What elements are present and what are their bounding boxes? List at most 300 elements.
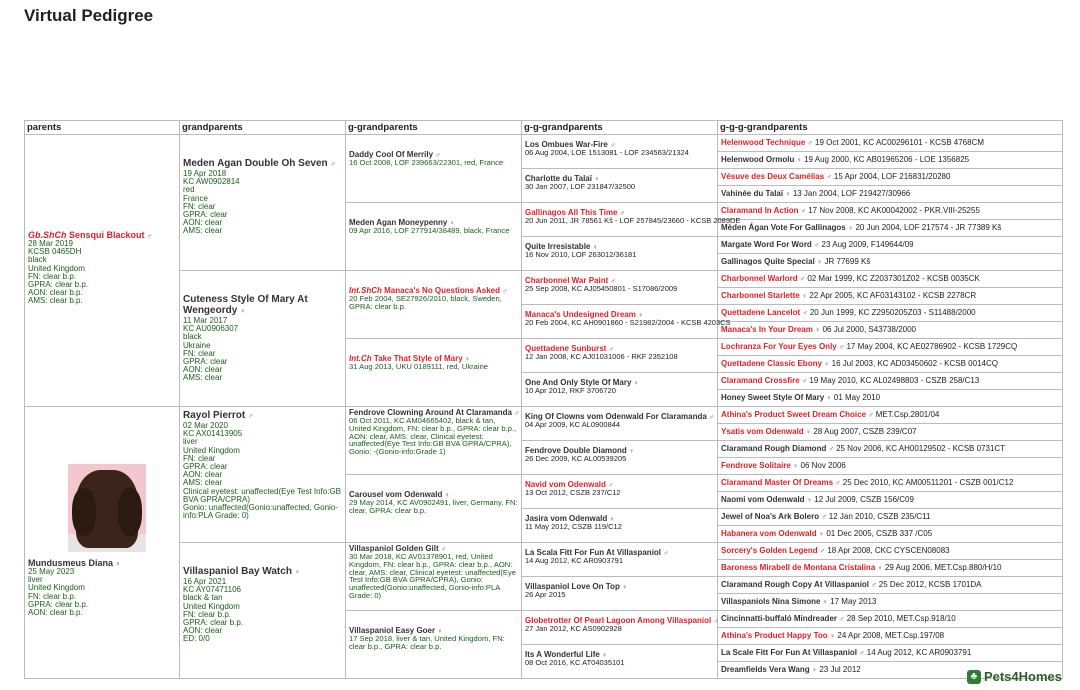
sex-icon: ♂ <box>502 288 508 295</box>
dog-info: AON: clear <box>183 470 223 480</box>
sex-icon: ♀ <box>464 356 471 363</box>
dog-info: France <box>183 193 208 203</box>
dog-name-text: Los Ombues War-Fire <box>525 140 608 149</box>
dog-info: 28 Aug 2007, CSZB 239/C07 <box>813 427 917 436</box>
g-g-g-grandparent-cell <box>718 543 1063 560</box>
dog-info: 11 May 2012, CSZB 119/C12 <box>525 522 622 531</box>
g-g-grandparent-cell <box>522 543 718 577</box>
dog-info: GPRA: clear <box>183 462 228 472</box>
sex-icon: ♂ <box>619 210 625 217</box>
dog-name-text: Navid vom Odenwald <box>525 480 606 489</box>
sex-icon: ♂ <box>514 410 520 417</box>
dog-name-text: Rayol Pierrot <box>183 410 246 421</box>
dog-name-text: Gallinagos All This Time <box>525 208 618 217</box>
sex-icon: ♀ <box>824 361 830 368</box>
dog-ear <box>118 488 142 536</box>
spacer <box>183 272 342 294</box>
dog-info: Gonio: unaffected(Gonio:unaffected, Gonio-info:PLA Grade: 0) <box>183 503 338 521</box>
g-g-grandparent-cell <box>522 611 718 645</box>
g-grandparent-cell <box>346 203 522 271</box>
g-g-g-grandparent-cell <box>718 509 1063 526</box>
dog-name-text: Cuteness Style Of Mary At Wengeordy <box>183 294 308 316</box>
g-g-g-grandparent-cell <box>718 271 1063 288</box>
sex-icon: ♀ <box>829 633 836 640</box>
dog-info: 19 Oct 2001, KC AC00296101 - KCSB 4768CM <box>815 138 985 147</box>
sex-icon: ♂ <box>871 582 877 589</box>
dog-name[interactable]: Ysatis vom Odenwald <box>721 427 804 436</box>
g-g-g-grandparent-cell <box>718 458 1063 475</box>
sex-icon: ♀ <box>609 516 615 523</box>
sex-icon: ♀ <box>817 259 823 266</box>
dog-info: 29 Aug 2006, MET.Csp.880/H/10 <box>884 563 1002 572</box>
dog-info: KC AW0902814 <box>183 177 240 187</box>
g-g-g-grandparent-cell <box>718 220 1063 237</box>
dog-info: black <box>183 332 202 342</box>
g-g-g-grandparent-cell <box>718 254 1063 271</box>
sex-icon: ♂ <box>828 446 834 453</box>
spacer <box>349 204 518 218</box>
dog-info: AMS: clear <box>183 226 223 236</box>
dog-name-text: One And Only Style Of Mary <box>525 378 632 387</box>
g-g-g-grandparent-cell <box>718 492 1063 509</box>
dog-info: 28 Sep 2010, MET.Csp.918/10 <box>846 614 956 623</box>
dog-name-text: Jasira vom Odenwald <box>525 514 608 523</box>
dog-name[interactable]: Vésuve des Deux Camélias <box>721 172 825 181</box>
sex-icon: ♀ <box>815 327 821 334</box>
dog-name[interactable]: Helenwood Technique <box>721 138 806 147</box>
dog-info: FN: clear b.p. <box>28 271 77 281</box>
g-g-grandparent-cell <box>522 441 718 475</box>
col-parents: parents <box>25 121 180 135</box>
g-g-grandparent-cell <box>522 271 718 305</box>
sex-icon: ♀ <box>240 308 246 315</box>
dog-info: 08 Oct 2016, KC AT04035101 <box>525 658 625 667</box>
sex-icon: ♂ <box>859 650 865 657</box>
spacer <box>28 136 176 230</box>
dam-cell <box>25 407 180 679</box>
dog-name[interactable]: Athina's Product Happy Too <box>721 631 828 640</box>
dog-info: black & tan <box>183 593 223 603</box>
dog-info: 12 Jan 2010, CSZB 235/C11 <box>828 512 931 521</box>
sex-icon: ♂ <box>440 546 447 553</box>
dog-name[interactable]: La Scale Fitt For Fun At Villaspaniol <box>721 648 858 657</box>
g-grandparent-cell <box>346 611 522 679</box>
grandparent-cell <box>180 135 346 271</box>
dog-info: 01 May 2010 <box>833 393 881 402</box>
dog-info: Clinical eyetest: unaffected(Eye Test Info:GB BVA GPRA/CPRA) <box>183 486 342 504</box>
sex-icon: ♀ <box>806 497 813 504</box>
dog-info: AON: clear b.p. <box>28 288 83 298</box>
sex-icon: ♀ <box>633 380 639 387</box>
g-g-g-grandparent-cell <box>718 186 1063 203</box>
g-g-g-grandparent-cell <box>718 169 1063 186</box>
dog-name[interactable]: Villaspaniols Nina Simone <box>721 597 821 606</box>
dog-info: 20 Jun 1999, KC Z2950205Z03 - S11488/2000 <box>809 308 976 317</box>
dog-info: AMS: clear b.p. <box>28 296 83 306</box>
dog-info: 04 Apr 2009, KC AL0900844 <box>525 420 621 429</box>
dog-info: 09 Apr 2016, LOF 277914/38489, black, France <box>349 226 510 235</box>
dog-info: KC AU0906307 <box>183 324 239 334</box>
dog-name-text: Take That Style of Mary <box>373 354 463 363</box>
dog-name-text: La Scala Fitt For Fun At Villaspaniol <box>525 548 662 557</box>
dog-info: AON: clear <box>183 626 223 636</box>
g-g-g-grandparent-cell <box>718 526 1063 543</box>
grandparent-cell <box>180 543 346 679</box>
dog-info: FN: clear <box>183 201 216 211</box>
dog-info: AON: clear <box>183 218 223 228</box>
sex-icon: ♂ <box>868 412 874 419</box>
dog-info: 13 Jan 2004, LOF 219427/30966 <box>792 189 911 198</box>
g-g-grandparent-cell <box>522 407 718 441</box>
g-g-g-grandparent-cell <box>718 237 1063 254</box>
dog-info: 30 Mar 2018, KC AV01378901, red, United Kingdom, FN: clear b.p., GPRA: clear b.p., AON: clear, AMS: clear, Clinical eyetest: unaffected(Eye Test Info:GB BVA GPRA/CPRA), Gonio: unaffected(Gonio:unaffected, Gonio-info:PLA Grade: 0) <box>349 552 517 600</box>
sex-icon: ♂ <box>819 548 826 555</box>
dog-info: MET.Csp.2801/04 <box>875 410 940 419</box>
dog-info: Ukraine <box>183 340 211 350</box>
dog-info: 29 May 2014, KC AV0902491, liver, Germany, FN: clear, GPRA: clear b.p. <box>349 498 518 515</box>
dog-name[interactable]: Vahinée du Talaï <box>721 189 784 198</box>
sex-icon: ♀ <box>811 667 818 674</box>
spacer <box>349 612 518 626</box>
dog-info: 17 Nov 2008, KC AK00042002 - PKR.VIII-25255 <box>808 206 980 215</box>
grandparent-cell <box>180 271 346 407</box>
dog-info: 02 Mar 2020 <box>183 421 228 430</box>
dog-name-text: Manaca's Undesigned Dream <box>525 310 636 319</box>
dog-name[interactable]: Habanera vom Odenwald <box>721 529 817 538</box>
dog-info: 16 Apr 2021 <box>183 577 227 586</box>
dog-info: 16 Oct 2008, LOF 239663/22301, red, France <box>349 158 504 167</box>
dog-info: 26 Apr 2015 <box>525 590 566 599</box>
dog-info: 23 Aug 2009, F149644/09 <box>821 240 914 249</box>
g-g-g-grandparent-cell <box>718 339 1063 356</box>
dog-name[interactable]: Charbonnel Starlette <box>721 291 800 300</box>
dog-info: GPRA: clear b.p. <box>183 618 244 628</box>
g-g-g-grandparent-cell <box>718 135 1063 152</box>
g-g-grandparent-cell <box>522 237 718 271</box>
dog-name[interactable]: Margate Word For Word <box>721 240 812 249</box>
sex-icon: ♂ <box>330 161 336 168</box>
g-g-g-grandparent-cell <box>718 356 1063 373</box>
g-g-g-grandparent-cell <box>718 594 1063 611</box>
dog-name[interactable]: Quettadene Classic Ebony <box>721 359 822 368</box>
sex-icon: ♂ <box>435 152 441 159</box>
dog-info: 06 Oct 2011, KC AM04665402, black & tan, United Kingdom, FN: clear b.p., GPRA: clear b.p., AON: clear, AMS: clear, Clinical eyetest: unaffected(Eye Test Info:GB BVA GPRA/CPRA), Gonio: -(Gonio-info:Grade 1) <box>349 416 517 457</box>
sex-icon: ♀ <box>826 395 832 402</box>
dog-name-text: Meden Agan Moneypenny <box>349 218 448 227</box>
sex-icon: ♀ <box>115 561 121 568</box>
dog-info: 14 Aug 2012, KC AR0903791 <box>866 648 972 657</box>
g-g-g-grandparent-cell <box>718 152 1063 169</box>
dog-name-text: Villaspaniol Love On Top <box>525 582 620 591</box>
table-row <box>25 271 1063 288</box>
dog-info: 20 Jun 2004, LOF 217574 - JR 77389 Kš <box>855 223 1002 232</box>
dog-info: United Kingdom <box>183 601 240 611</box>
dog-info: 15 Apr 2004, LOF 216831/20280 <box>833 172 951 181</box>
dog-info: 25 Dec 2010, KC AM00511201 - CSZB 001/C12 <box>842 478 1014 487</box>
sex-icon: ♀ <box>444 492 450 499</box>
table-row <box>25 407 1063 424</box>
dog-name-text: Fendrove Double Diamond <box>525 446 627 455</box>
dog-name[interactable]: Claramand In Action <box>721 206 799 215</box>
dog-info: 25 Nov 2006, KC AH00129502 - KCSB 0731CT <box>836 444 1006 453</box>
dog-info: 18 Apr 2008, CKC CYSCEN08083 <box>827 546 950 555</box>
sex-icon: ♀ <box>638 312 644 319</box>
sex-icon: ♀ <box>785 191 791 198</box>
g-g-grandparent-cell <box>522 339 718 373</box>
dog-name-text: Villaspaniol Easy Goer <box>349 626 436 635</box>
dog-info: 01 Dec 2005, CSZB 337 /C05 <box>826 529 933 538</box>
dog-info: AMS: clear <box>183 373 223 383</box>
sex-icon: ♂ <box>610 278 616 285</box>
g-grandparent-cell <box>346 407 522 475</box>
dog-name[interactable]: Athina's Product Sweet Dream Choice <box>721 410 867 419</box>
dog-name-text: Charlotte du Talaï <box>525 174 592 183</box>
dog-name[interactable]: Manaca's In Your Dream <box>721 325 813 334</box>
sex-icon: ♀ <box>622 584 628 591</box>
g-g-grandparent-cell <box>522 203 741 237</box>
g-g-g-grandparent-cell <box>718 390 1063 407</box>
dog-photo <box>68 464 146 552</box>
col-grandparents: grandparents <box>180 121 346 135</box>
dog-info: 24 Apr 2008, MET.Csp.197/08 <box>837 631 945 640</box>
g-g-grandparent-cell <box>522 305 731 339</box>
dog-info: 25 Dec 2012, KCSB 1701DA <box>878 580 982 589</box>
dog-info: liver <box>28 575 43 585</box>
spacer <box>349 340 518 354</box>
dog-info: KCSB 0465DH <box>28 247 82 257</box>
sex-icon: ♂ <box>838 344 845 351</box>
dog-name-text: Sensqui Blackout <box>69 230 145 240</box>
dog-info: liver <box>183 437 198 447</box>
sex-icon: ♀ <box>822 599 828 606</box>
dog-info: 17 May 2004, KC AE02786902 - KCSB 1729CQ <box>846 342 1018 351</box>
dog-info: black <box>28 255 47 265</box>
paw-icon: ♣ <box>967 670 981 684</box>
dog-name[interactable]: Fendrove Solitaire <box>721 461 791 470</box>
sex-icon: ♀ <box>796 157 802 164</box>
g-g-g-grandparent-cell <box>718 611 1063 628</box>
dog-info: 06 Aug 2004, LOE 1513081 - LOF 234563/21324 <box>525 148 689 157</box>
dog-info: 22 Apr 2005, KC AF03143102 - KCSB 2278CR <box>809 291 977 300</box>
g-g-g-grandparent-cell <box>718 305 1063 322</box>
dog-title: Int.Ch <box>349 354 372 363</box>
sex-icon: ♂ <box>814 242 820 249</box>
dog-name-text: Meden Agan Double Oh Seven <box>183 158 328 169</box>
dog-info: 06 Nov 2006 <box>800 461 846 470</box>
dog-info: 20 Feb 2004, KC AH0901860 - S21982/2004 - KCSB 4203CS <box>525 318 731 327</box>
sex-icon: ♂ <box>802 310 808 317</box>
dog-info: GPRA: clear <box>183 210 228 220</box>
g-g-g-grandparent-cell <box>718 560 1063 577</box>
sex-icon: ♂ <box>248 413 254 420</box>
sex-icon: ♂ <box>799 276 806 283</box>
logo-text: Pets4Homes <box>983 669 1062 684</box>
dog-name[interactable]: Sorcery's Golden Legend <box>721 546 818 555</box>
g-g-g-grandparent-cell <box>718 407 1063 424</box>
dog-info: 23 Jul 2012 <box>819 665 861 674</box>
dog-info: KC AX01413905 <box>183 429 243 439</box>
dog-info: GPRA: clear b.p. <box>28 599 89 609</box>
dog-info: United Kingdom <box>28 583 85 593</box>
dog-name-text: King Of Clowns vom Odenwald For Claramanda <box>525 412 707 421</box>
sex-icon: ♂ <box>807 140 813 147</box>
dog-info: GPRA: clear b.p. <box>28 280 89 290</box>
dog-name[interactable]: Baroness Mirabell de Montana Cristalina <box>721 563 876 572</box>
dog-title: Int.ShCh <box>349 286 382 295</box>
dog-info: 10 Apr 2012, RKF 3706720 <box>525 386 616 395</box>
dog-info: 30 Jan 2007, LOF 231847/32500 <box>525 182 636 191</box>
sex-icon: ♀ <box>818 531 825 538</box>
dog-name-text: Quite Irresistable <box>525 242 591 251</box>
dog-info: AMS: clear <box>183 478 223 488</box>
dog-name[interactable]: Claramand Master Of Dreams <box>721 478 834 487</box>
sex-icon: ♀ <box>592 244 598 251</box>
g-grandparent-cell <box>346 339 522 407</box>
dog-info: 13 Oct 2012, CSZB 237/C12 <box>525 488 621 497</box>
dog-info: 19 Apr 2018 <box>183 169 227 178</box>
dog-name[interactable]: Cincinnatti-buffaló Mindreader <box>721 614 837 623</box>
dog-info: FN: clear <box>183 348 216 358</box>
g-g-grandparent-cell <box>522 373 718 407</box>
dog-name-text: Charbonnel War Paint <box>525 276 609 285</box>
sex-icon: ♂ <box>839 616 845 623</box>
sex-icon: ♀ <box>793 463 799 470</box>
dog-info: GPRA: clear <box>183 357 228 367</box>
dog-name-text: Globetrotter Of Pearl Lagoon Among Villaspaniol <box>525 616 712 625</box>
table-row <box>25 543 1063 560</box>
dog-info: 25 Sep 2008, KC AJ05450801 - S17086/2009 <box>525 284 678 293</box>
g-g-g-grandparent-cell <box>718 577 1063 594</box>
dog-name[interactable]: Naomi vom Odenwald <box>721 495 805 504</box>
grandparent-cell <box>180 407 346 543</box>
dog-name[interactable]: Honey Sweet Style Of Mary <box>721 393 825 402</box>
dog-name-text: Mundusmeus Diana <box>28 558 114 568</box>
dog-info: AON: clear b.p. <box>28 608 83 618</box>
dog-name[interactable]: Charbonnel Warlord <box>721 274 798 283</box>
table-row <box>25 135 1063 152</box>
g-g-grandparent-cell <box>522 169 718 203</box>
dog-info: 02 Mar 1999, KC Z2037301Z02 - KCSB 0035CK <box>807 274 980 283</box>
g-g-g-grandparent-cell <box>718 645 1063 662</box>
dog-name[interactable]: Helenwood Ormolu <box>721 155 795 164</box>
dog-info: 28 Mar 2019 <box>28 239 73 248</box>
dog-name[interactable]: Gallinagos Quite Special <box>721 257 815 266</box>
dog-name[interactable]: Dreamfields Vera Wang <box>721 665 810 674</box>
pets4homes-logo[interactable] <box>967 669 1062 684</box>
dog-info: United Kingdom <box>28 263 85 273</box>
dog-info: 06 Jul 2000, S43738/2000 <box>822 325 917 334</box>
dog-info: 20 Feb 2004, SE27926/2010, black, Sweden, GPRA: clear b.p. <box>349 294 502 311</box>
sex-icon: ♀ <box>848 225 854 232</box>
dog-info: 16 Nov 2010, LOF 263012/36181 <box>525 250 637 259</box>
dog-info: FN: clear <box>183 453 216 463</box>
g-g-g-grandparent-cell <box>718 322 1063 339</box>
dog-name[interactable]: Jewel of Noa's Ark Bolero <box>721 512 820 521</box>
dog-info: FN: clear b.p. <box>28 591 77 601</box>
dog-info: KC AY07471106 <box>183 585 241 595</box>
spacer <box>183 544 342 566</box>
dog-name-text: Its A Wonderful Life <box>525 650 600 659</box>
dog-ear <box>72 488 96 536</box>
g-g-g-grandparent-cell <box>718 203 1063 220</box>
g-grandparent-cell <box>346 135 522 203</box>
g-g-g-grandparent-cell <box>718 288 1063 305</box>
sire-cell <box>25 135 180 407</box>
dog-info: FN: clear b.p. <box>183 609 232 619</box>
dog-info: 16 Jul 2003, KC AD03450602 - KCSB 0014CQ <box>831 359 998 368</box>
dog-name[interactable]: Claramand Rough Diamond <box>721 444 827 453</box>
dog-info: JR 77699 Kš <box>824 257 871 266</box>
sex-icon: ♂ <box>608 346 614 353</box>
sex-icon: ♀ <box>602 652 608 659</box>
g-g-g-grandparent-cell <box>718 475 1063 492</box>
dog-name-text: Manaca's No Questions Asked <box>384 286 500 295</box>
sex-icon: ♀ <box>437 628 443 635</box>
dog-name[interactable] <box>183 294 342 317</box>
sex-icon: ♀ <box>294 569 300 576</box>
sex-icon: ♂ <box>608 482 614 489</box>
g-g-g-grandparent-cell <box>718 373 1063 390</box>
col-g-grandparents: g-grandparents <box>346 121 522 135</box>
spacer <box>349 136 518 150</box>
dog-name-text: Villaspaniol Bay Watch <box>183 566 292 577</box>
dog-name[interactable]: Quettadene Lancelot <box>721 308 801 317</box>
g-g-grandparent-cell <box>522 475 718 509</box>
g-g-g-grandparent-cell <box>718 441 1063 458</box>
sex-icon: ♀ <box>877 565 883 572</box>
g-g-grandparent-cell <box>522 645 718 679</box>
sex-icon: ♂ <box>147 233 153 240</box>
dog-name[interactable]: Mèden Ágan Vote For Gallinagos <box>721 223 846 232</box>
dog-info: 26 Dec 2009, KC AL00539205 <box>525 454 627 463</box>
dog-name[interactable]: Claramand Crossfire <box>721 376 800 385</box>
dog-name-text: Fendrove Clowning Around At Claramanda <box>349 408 512 417</box>
dog-info: United Kingdom <box>183 445 240 455</box>
dog-name-text: Carousel vom Odenwald <box>349 490 443 499</box>
pedigree-table <box>24 120 1063 679</box>
dog-info: 17 May 2013 <box>830 597 877 606</box>
g-g-grandparent-cell <box>522 509 718 543</box>
dog-info: red <box>183 185 195 195</box>
g-grandparent-cell <box>346 543 522 611</box>
dog-info: 31 Aug 2013, UKU 0189111, red, Ukraine <box>349 362 489 371</box>
dog-info: 17 Sep 2018, liver & tan, United Kingdom, FN: clear b.p., GPRA: clear b.p. <box>349 634 505 651</box>
dog-info: ED: 0/0 <box>183 634 210 644</box>
dog-info: 19 May 2010, KC AL02498803 - CSZB 258/C13 <box>809 376 980 385</box>
sex-icon: ♂ <box>713 618 719 625</box>
sex-icon: ♂ <box>801 378 808 385</box>
dog-info: 27 Jan 2012, KC AS0902928 <box>525 624 622 633</box>
dog-name-text: Quettadene Sunburst <box>525 344 607 353</box>
g-g-g-grandparent-cell <box>718 628 1063 645</box>
sex-icon: ♂ <box>835 480 841 487</box>
sex-icon: ♂ <box>821 514 827 521</box>
col-g-g-grandparents: g-g-grandparents <box>522 121 718 135</box>
sex-icon: ♀ <box>801 293 808 300</box>
dog-info: 20 Jun 2011, JR 78561 Kš - LOF 257845/23660 - KCSB 2089DE <box>525 216 741 225</box>
dog-name[interactable]: Claramand Rough Copy At Villaspaniol <box>721 580 870 589</box>
sex-icon: ♂ <box>663 550 669 557</box>
dog-info: 12 Jul 2009, CSZB 156/C09 <box>814 495 914 504</box>
dog-title: Gb.ShCh <box>28 230 67 240</box>
g-g-grandparent-cell <box>522 135 718 169</box>
header-row <box>25 121 1063 135</box>
dog-info: 11 Mar 2017 <box>183 316 228 325</box>
sex-icon: ♀ <box>594 176 600 183</box>
g-grandparent-cell <box>346 475 522 543</box>
dog-name[interactable]: Lochranza For Your Eyes Only <box>721 342 837 351</box>
dog-info: 25 May 2023 <box>28 567 75 576</box>
